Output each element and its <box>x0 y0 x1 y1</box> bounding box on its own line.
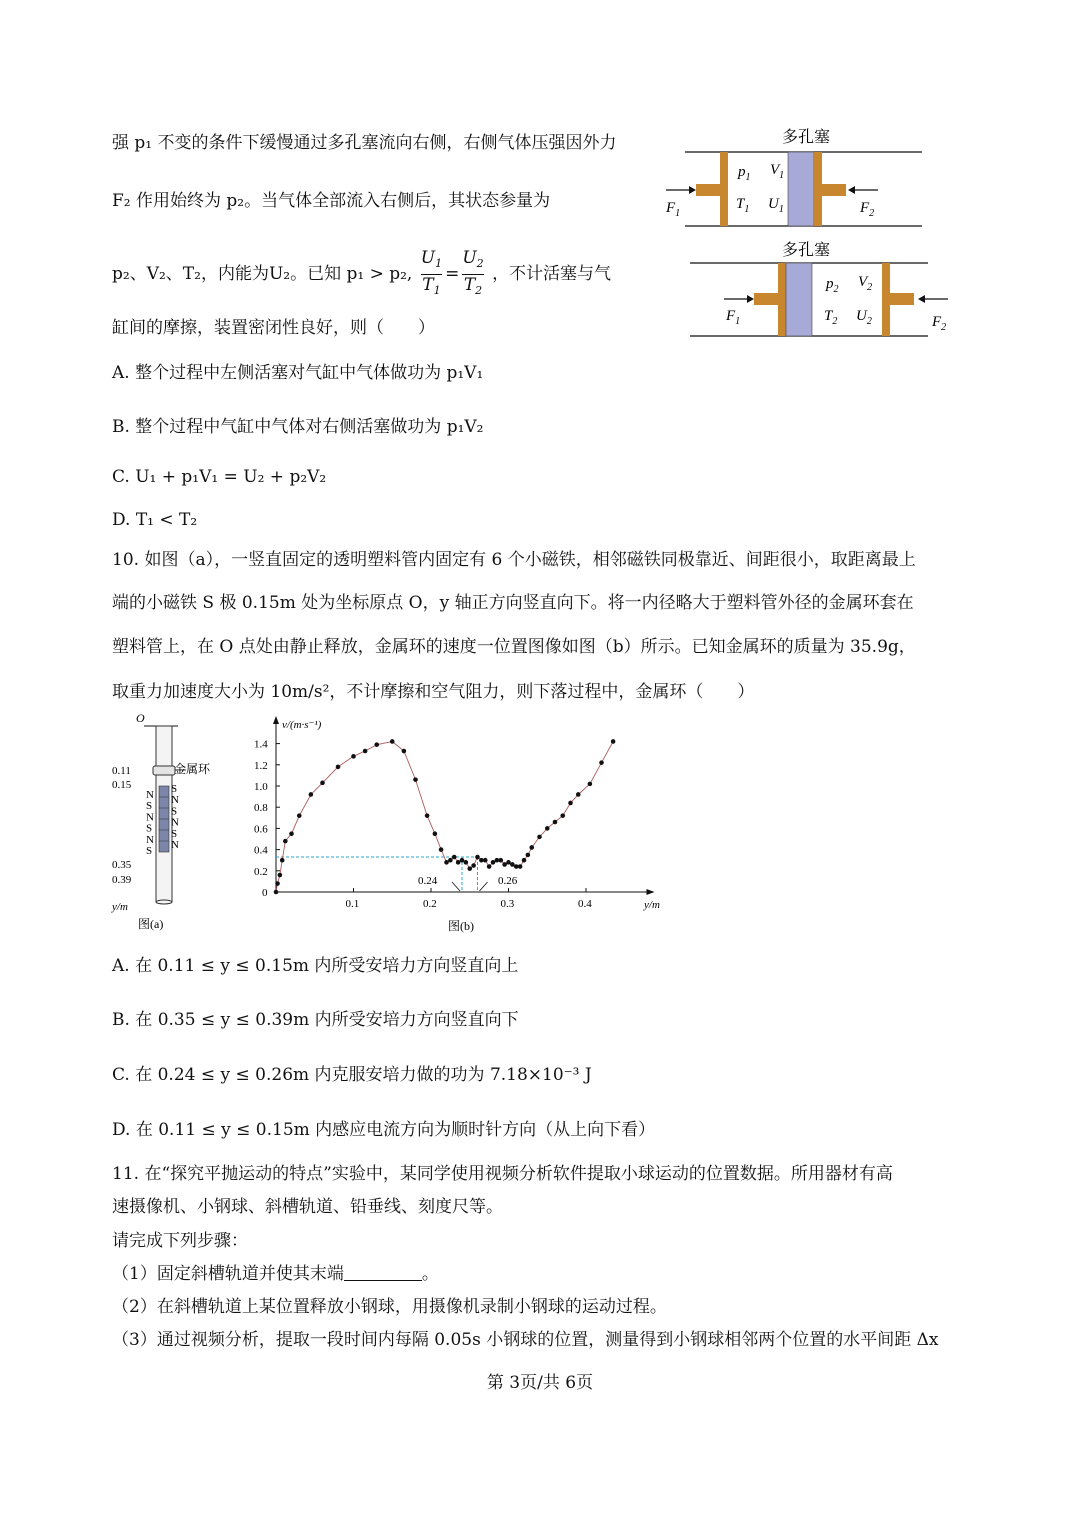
svg-text:F1: $F_1$ <box>666 200 681 219</box>
chart-origin-label: 0 <box>262 887 268 899</box>
svg-text:F2: $F_2$ <box>860 200 875 219</box>
q10-line-3: 塑料管上，在 O 点处由静止释放，金属环的速度一位置图像如图（b）所示。已知金属环的质量为 35.9g， <box>112 637 916 657</box>
q10-option-a[interactable]: A. 在 0.11 ≤ y ≤ 0.15m 内所受安培力方向竖直向上 <box>112 956 519 976</box>
chart-point-38 <box>518 864 523 869</box>
chart-point-29 <box>483 858 488 863</box>
chart-point-50 <box>611 739 616 744</box>
chart-point-31 <box>491 860 496 865</box>
chart-point-19 <box>444 860 449 865</box>
chart-y-axis-label: v/(m·s⁻¹) <box>282 719 322 731</box>
q11-line-1: 11. 在“探究平抛运动的特点”实验中，某同学使用视频分析软件提取小球运动的位置数据。所用器材有高 <box>112 1164 893 1184</box>
magnet-stack <box>159 786 169 852</box>
chart-point-18 <box>439 847 444 852</box>
chart-point-16 <box>425 813 430 818</box>
fig-a-caption: 图(a) <box>138 917 164 931</box>
chart-point-1 <box>275 881 280 886</box>
chart-point-44 <box>553 820 558 825</box>
svg-text:V1: $V_1$ <box>770 162 785 181</box>
chart-point-33 <box>498 858 503 863</box>
svg-text:T2: $T_2$ <box>824 308 838 327</box>
chart-point-42 <box>537 835 542 840</box>
chart-point-26 <box>471 863 476 868</box>
q11-step-1 <box>112 1259 439 1284</box>
chart-ytick-label-2: 0.6 <box>254 823 268 836</box>
q9-line-1: 强 p₁ 不变的条件下缓慢通过多孔塞流向右侧，右侧气体压强因外力 <box>112 133 617 153</box>
porous-plug-top <box>788 152 814 226</box>
fig-a-y-axis-label: y/m <box>112 901 128 913</box>
q9-option-a[interactable]: A. 整个过程中左侧活塞对气缸中气体做功为 p₁V₁ <box>112 363 484 383</box>
chart-ytick-label-5: 1.2 <box>254 759 268 772</box>
chart-point-13 <box>390 739 395 744</box>
chart-point-46 <box>568 801 573 806</box>
porous-plug-diagram <box>660 120 960 345</box>
svg-text:T1: $T_1$ <box>736 196 750 215</box>
magnet-pole-left-2: N <box>146 811 154 824</box>
magnet-pole-left-3: S <box>146 822 153 835</box>
fig-a-tick-3: 0.35 <box>112 859 132 871</box>
svg-text:p2: $p_2$ <box>826 276 839 295</box>
q11-step-1-end: 。 <box>421 1264 439 1284</box>
q10-line-4: 取重力加速度大小为 10m/s²，不计摩擦和空气阻力，则下落过程中，金属环（ ） <box>112 682 755 702</box>
chart-point-21 <box>452 855 457 860</box>
chart-point-34 <box>502 862 507 867</box>
fraction-u1-t1: $\frac{U_1}{T_1}$ <box>420 248 443 297</box>
q9-option-d[interactable]: D. T₁ < T₂ <box>112 510 198 530</box>
chart-xtick-label-0: 0.1 <box>345 898 360 910</box>
chart-point-45 <box>560 813 565 818</box>
chart-point-4 <box>283 839 288 844</box>
chart-point-35 <box>506 860 511 865</box>
magnet-pole-left-5: S <box>146 845 153 857</box>
svg-text:F2: $F_2$ <box>932 314 947 333</box>
fraction-u2-t2: $\frac{U_2}{T_2}$ <box>462 248 484 297</box>
chart-ytick-label-4: 1.0 <box>254 781 268 793</box>
magnet-pole-right-2: S <box>171 805 178 818</box>
chart-point-0 <box>274 890 279 895</box>
chart-xtick-label-3: 0.4 <box>578 898 592 910</box>
q10-line-1: 10. 如图（a），一竖直固定的透明塑料管内固定有 6 个小磁铁，相邻磁铁同极靠近、间距很小，取距离最上 <box>112 550 916 570</box>
q9-option-c[interactable]: C. U₁ + p₁V₁ = U₂ + p₂V₂ <box>112 467 327 487</box>
q9-line-3: p₂、V₂、T₂，内能为U₂。已知 p₁ > p₂, $\frac{U_1}{T_1}$ = $\frac{U_2}{T_2}$ ，不计活塞与气 <box>112 248 611 301</box>
q11-step-1-text: （1）固定斜槽轨道并使其末端 <box>112 1264 344 1284</box>
fig-b-caption: 图(b) <box>448 919 474 933</box>
chart-point-2 <box>278 873 283 878</box>
fig-a-ring-label: 金属环 <box>174 762 211 776</box>
fig-a-tick-4: 0.39 <box>112 874 132 886</box>
chart-point-41 <box>529 845 534 850</box>
chart-point-48 <box>588 782 593 787</box>
chart-point-15 <box>413 777 418 782</box>
svg-text:V2: $V_2$ <box>858 274 873 293</box>
svg-text:U1: $U_1$ <box>768 196 784 215</box>
q9-line-3a: p₂、V₂、T₂，内能为U₂。已知 p₁ > p₂, <box>112 264 413 284</box>
svg-text:p1: $p_1$ <box>738 164 751 183</box>
q10-line-2: 端的小磁铁 S 极 0.15m 处为坐标原点 O，y 轴正方向竖直向下。将一内径略大于塑料管外径的金属环套在 <box>112 593 914 613</box>
magnet-pole-right-1: N <box>171 794 179 807</box>
chart-x-arrow <box>647 889 655 895</box>
chart-point-3 <box>280 858 285 863</box>
chart-pointer-a <box>452 882 460 891</box>
q9-option-b[interactable]: B. 整个过程中气缸中气体对右侧活塞做功为 p₁V₂ <box>112 417 484 437</box>
chart-point-20 <box>448 858 453 863</box>
q10-option-b[interactable]: B. 在 0.35 ≤ y ≤ 0.39m 内所受安培力方向竖直向下 <box>112 1010 519 1030</box>
plug-label-top: 多孔塞 <box>782 129 831 146</box>
svg-text:U2: $U_2$ <box>856 308 872 327</box>
q11-step-3: （3）通过视频分析，提取一段时间内每隔 0.05s 小钢球的位置，测量得到小钢球相邻两个位置的水平间距 Δx <box>112 1330 939 1350</box>
chart-point-22 <box>456 860 461 865</box>
q10-option-c[interactable]: C. 在 0.24 ≤ y ≤ 0.26m 内克服安培力做的功为 7.18×10⁻³ J <box>112 1065 592 1085</box>
chart-point-49 <box>599 760 604 765</box>
chart-point-9 <box>336 765 341 770</box>
answer-blank[interactable] <box>344 1264 422 1281</box>
chart-mark-0.26: 0.26 <box>498 875 518 887</box>
chart-point-27 <box>475 855 480 860</box>
q11-line-3: 请完成下列步骤： <box>112 1231 248 1251</box>
chart-point-43 <box>545 826 550 831</box>
left-piston-top <box>720 152 728 226</box>
chart-point-14 <box>402 749 407 754</box>
q10-option-d[interactable]: D. 在 0.11 ≤ y ≤ 0.15m 内感应电流方向为顺时针方向（从上向下看） <box>112 1120 656 1140</box>
metal-ring <box>153 766 175 775</box>
magnet-pole-left-1: S <box>146 800 153 813</box>
chart-x-axis-label: y/m <box>644 899 660 911</box>
chart-point-5 <box>289 831 294 836</box>
figure-b-velocity-position-chart <box>240 712 680 940</box>
chart-ytick-label-3: 0.8 <box>254 802 268 815</box>
magnet-pole-right-5: N <box>171 839 179 851</box>
chart-ytick-label-6: 1.4 <box>254 738 268 751</box>
magnet-pole-right-4: S <box>171 827 178 840</box>
chart-point-36 <box>510 862 515 867</box>
svg-text:F1: $F_1$ <box>726 308 741 327</box>
magnet-pole-left-4: N <box>146 833 154 846</box>
chart-pointer-b <box>480 882 488 891</box>
chart-point-7 <box>309 792 314 797</box>
fig-a-tick-2: 0.15 <box>112 779 132 791</box>
chart-point-8 <box>320 781 325 786</box>
plug-label-bottom: 多孔塞 <box>782 242 831 259</box>
porous-plug-bottom <box>786 263 812 336</box>
chart-point-11 <box>363 749 368 754</box>
magnet-pole-right-0: S <box>171 783 178 795</box>
left-piston-bottom <box>778 263 786 336</box>
chart-ytick-label-1: 0.4 <box>254 844 268 857</box>
chart-mark-0.24: 0.24 <box>418 875 438 887</box>
chart-point-47 <box>576 792 581 797</box>
chart-ytick-label-0: 0.2 <box>254 865 268 878</box>
page-footer: 第 3页/共 6页 <box>486 1373 594 1393</box>
chart-point-17 <box>433 831 438 836</box>
right-piston-bottom <box>882 263 890 336</box>
chart-xtick-label-1: 0.2 <box>423 898 437 910</box>
q9-line-2: F₂ 作用始终为 p₂。当气体全部流入右侧后，其状态参量为 <box>112 191 551 211</box>
magnet-pole-left-0: N <box>146 789 154 801</box>
chart-point-23 <box>460 858 465 863</box>
fig-a-tick-1: 0.11 <box>112 765 131 777</box>
chart-point-24 <box>464 860 469 865</box>
chart-point-10 <box>351 754 356 759</box>
chart-point-39 <box>522 858 527 863</box>
chart-point-40 <box>526 853 531 858</box>
chart-point-12 <box>374 742 379 747</box>
chart-point-6 <box>297 813 302 818</box>
right-piston-top <box>814 152 822 226</box>
magnet-pole-right-3: N <box>171 816 179 829</box>
figure-a-magnet-tube <box>100 706 230 938</box>
chart-y-arrow <box>273 716 279 724</box>
q9-line-3b: ，不计活塞与气 <box>492 264 612 284</box>
q11-line-2: 速摄像机、小钢球、斜槽轨道、铅垂线、刻度尺等。 <box>112 1197 503 1217</box>
chart-point-30 <box>487 864 492 869</box>
chart-xtick-label-2: 0.3 <box>500 898 515 910</box>
q9-line-4: 缸间的摩擦，装置密闭性良好，则（ ） <box>112 318 435 338</box>
q11-step-2: （2）在斜槽轨道上某位置释放小钢球，用摄像机录制小钢球的运动过程。 <box>112 1297 667 1317</box>
fig-a-origin: O <box>136 711 145 725</box>
chart-point-25 <box>467 866 472 871</box>
